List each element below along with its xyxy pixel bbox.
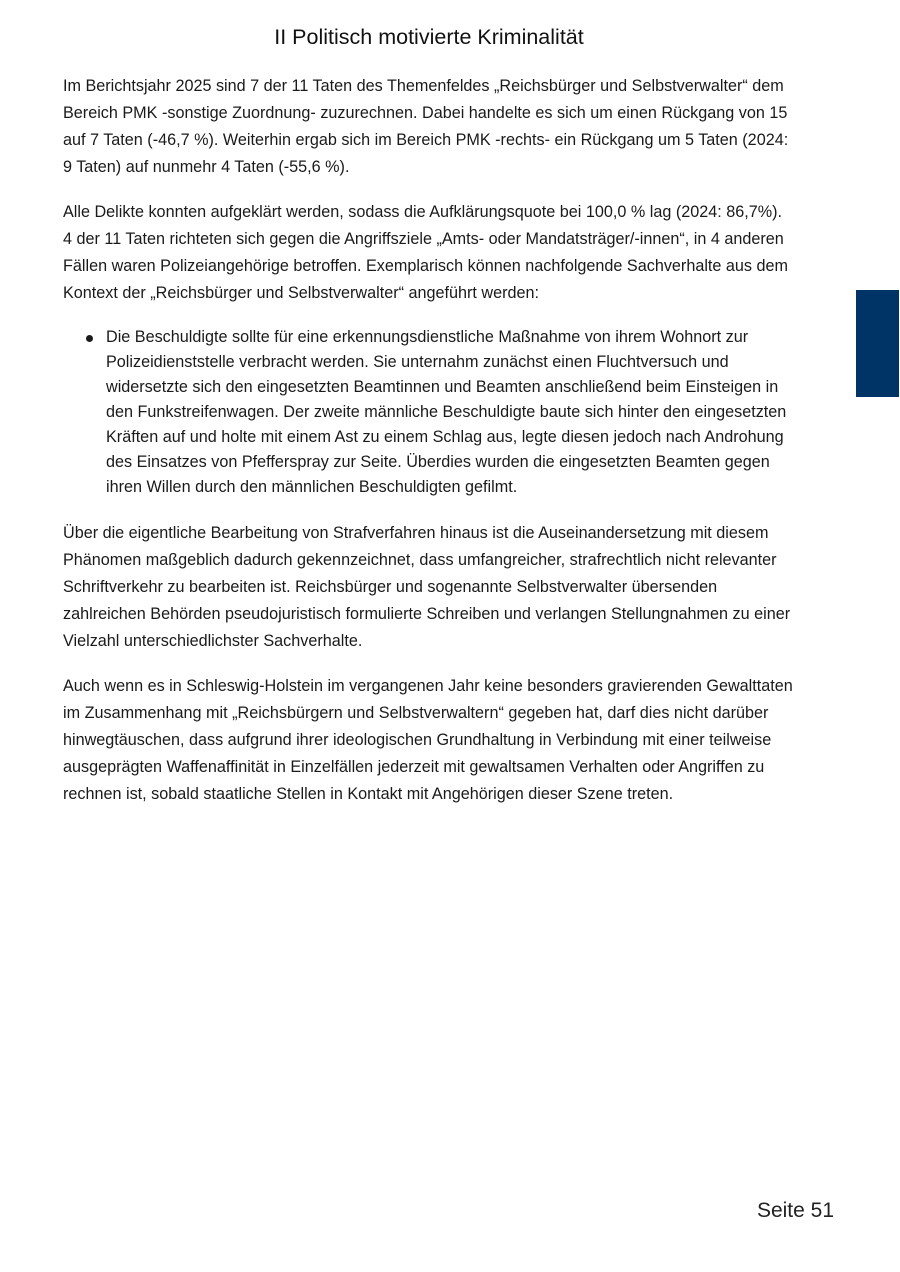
paragraph-correspondence: Über die eigentliche Bearbeitung von Strafverfahren hinaus ist die Auseinandersetzung mit diesem Phänomen maßgeblich dadurch gekennzeichnet, dass umfangreicher, strafrechtlich nicht relevanter Schriftverkehr zu bearbeiten ist. Reichsbürger und sogenannte Selbstverwalter übersenden zahlreichen Behörden pseudojuristisch formulierte Schreiben und verlangen Stellungnahmen zu einer Vielzahl unterschiedlichster Sachverhalte. xyxy=(63,524,791,650)
document-body xyxy=(63,73,795,826)
list-item: Die Beschuldigte sollte für eine erkennungsdienstliche Maßnahme von ihrem Wohnort zur Polizeidienststelle verbracht werden. Sie unternahm zunächst einen Fluchtversuch und widersetzte sich den eingesetzten Beamtinnen und Beamten anschließend beim Einsteigen in den Funkstreifenwagen. Der zweite männliche Beschuldigte baute sich hinter den eingesetzten Kräften auf und holte mit einem Ast zu einem Schlag aus, legte diesen jedoch nach Androhung des Einsatzes von Pfefferspray zur Seite. Überdies wurden die eingesetzten Beamten gegen ihren Willen durch den männlichen Beschuldigten gefilmt. xyxy=(106,325,795,500)
paragraph-statistics: Im Berichtsjahr 2025 sind 7 der 11 Taten des Themenfeldes „Reichsbürger und Selbstverwalter“ dem Bereich PMK -sonstige Zuordnung- zuzurechnen. Dabei handelte es sich um einen Rückgang von 15 auf 7 Taten (-46,7 %). Weiterhin ergab sich im Bereich PMK -rechts- ein Rückgang um 5 Taten (2024: 9 Taten) auf nunmehr 4 Taten (-55,6 %). xyxy=(63,77,789,176)
paragraph-conclusion: Auch wenn es in Schleswig-Holstein im vergangenen Jahr keine besonders gravierenden Gewalttaten im Zusammenhang mit „Reichsbürgern und Selbstverwaltern“ gegeben hat, darf dies nicht darüber hinwegtäuschen, dass aufgrund ihrer ideologischen Grundhaltung in Verbindung mit einer teilweise ausgeprägten Waffenaffinität in Einzelfällen jederzeit mit gewaltsamen Verhalten oder Angriffen zu rechnen ist, sobald staatliche Stellen in Kontakt mit Angehörigen dieser Szene treten. xyxy=(63,677,793,803)
page-title: II Politisch motivierte Kriminalität xyxy=(274,25,584,49)
chapter-tab-marker xyxy=(856,290,899,397)
paragraph-clearance-rate: Alle Delikte konnten aufgeklärt werden, sodass die Aufklärungsquote bei 100,0 % lag (2024: 86,7%). 4 der 11 Taten richteten sich gegen die Angriffsziele „Amts- oder Mandatsträger/-innen“, in 4 anderen Fällen waren Polizeiangehörige betroffen. Exemplarisch können nachfolgende Sachverhalte aus dem Kontext der „Reichsbürger und Selbstverwalter“ angeführt werden: xyxy=(63,203,788,302)
case-example-list xyxy=(63,325,795,500)
page-number: Seite 51 xyxy=(756,1199,834,1222)
